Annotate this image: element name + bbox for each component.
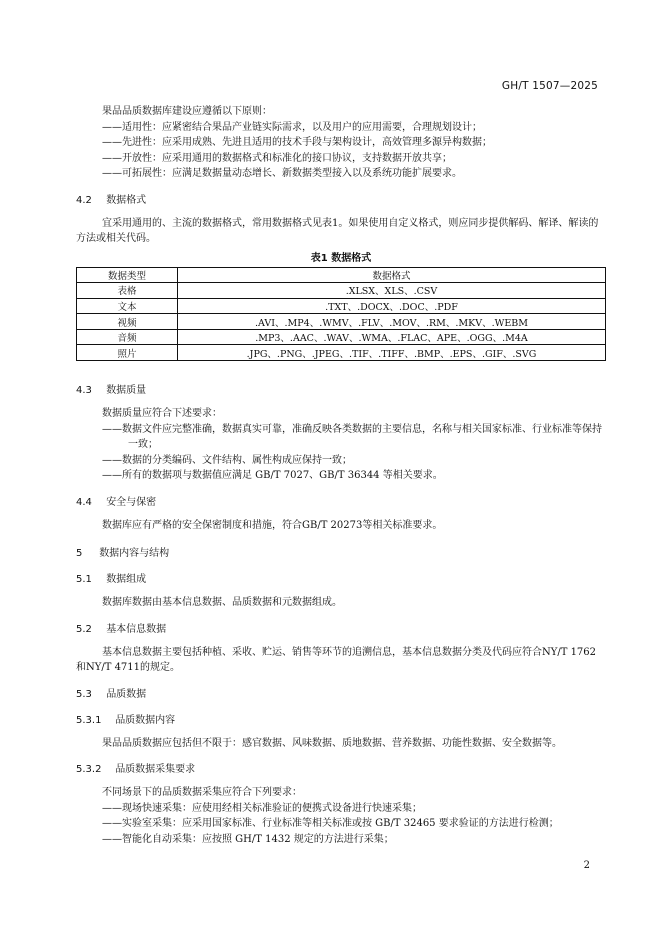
table-row xyxy=(77,314,606,330)
collection-item: ——智能化自动采集：应按照 GH/T 1432 规定的方法进行采集； xyxy=(102,833,394,845)
table-row xyxy=(77,283,606,299)
heading-5-3-2 xyxy=(76,762,606,777)
paragraph-4-2: 宜采用通用的、主流的数据格式，常用数据格式见表1。如果使用自定义格式，则应同步提供解码、解译、解读的方法或相关代码。 xyxy=(76,217,599,244)
heading-5-3 xyxy=(76,687,606,702)
cell-format: .AVI、.MP4、.WMV、.FLV、.MOV、.RM、.MKV、.WEBM xyxy=(178,314,606,330)
heading-number: 5.2 xyxy=(76,623,92,635)
paragraph-5-3-1: 果品品质数据应包括但不限于：感官数据、风味数据、质地数据、营养数据、功能性数据、安全数据等。 xyxy=(102,737,562,749)
cell-type: 表格 xyxy=(77,283,178,299)
table-row xyxy=(77,329,606,345)
heading-title: 数据组成 xyxy=(106,574,147,586)
collection-item: ——实验室采集：应采用国家标准、行业标准等相关标准或按 GB/T 32465 要求验证的方法进行检测； xyxy=(102,818,559,830)
column-header-type: 数据类型 xyxy=(77,267,178,283)
heading-number: 5.3.1 xyxy=(76,714,102,726)
heading-5 xyxy=(76,546,606,561)
standard-code: GH/T 1507—2025 xyxy=(501,80,598,92)
heading-number: 5.3 xyxy=(76,688,92,700)
cell-format: .XLSX、XLS、.CSV xyxy=(178,283,606,299)
table-title: 表1 数据格式 xyxy=(310,252,372,264)
cell-type: 照片 xyxy=(77,345,178,361)
heading-4-3 xyxy=(76,383,606,398)
heading-5-1 xyxy=(76,572,606,587)
page-content xyxy=(76,104,606,847)
heading-number: 5 xyxy=(76,548,83,560)
intro-item: ——适用性：应紧密结合果品产业链实际需求，以及用户的应用需要，合理规划设计； xyxy=(102,121,482,133)
quality-item: ——数据文件应完整准确，数据真实可靠，准确反映各类数据的主要信息，名称与相关国家标准、行业标准等保持一致； xyxy=(102,423,602,451)
heading-5-2 xyxy=(76,622,606,637)
intro-item: ——先进性：应采用成熟、先进且适用的技术手段与架构设计，高效管理多源异构数据； xyxy=(102,137,492,148)
collection-item: ——现场快速采集：应使用经相关标准验证的便携式设备进行快速采集； xyxy=(102,802,422,814)
heading-title: 安全与保密 xyxy=(106,496,157,508)
intro-item: ——可拓展性：应满足数据量动态增长、新数据类型接入以及系统功能扩展要求。 xyxy=(102,168,462,179)
data-format-table xyxy=(76,267,606,362)
heading-title: 数据内容与结构 xyxy=(99,548,170,560)
column-header-format: 数据格式 xyxy=(178,267,606,283)
cell-format: .TXT、.DOCX、.DOC、.PDF xyxy=(178,298,606,314)
heading-5-3-1 xyxy=(76,713,606,728)
heading-number: 5.1 xyxy=(76,574,92,586)
page-number: 2 xyxy=(583,860,590,871)
heading-title: 品质数据 xyxy=(106,688,147,700)
heading-title: 品质数据内容 xyxy=(115,714,176,726)
heading-title: 数据格式 xyxy=(106,194,147,206)
intro-lead: 果品品质数据库建设应遵循以下原则： xyxy=(102,106,272,117)
table-row xyxy=(77,298,606,314)
heading-title: 数据质量 xyxy=(106,385,147,397)
paragraph-4-4: 数据库应有严格的安全保密制度和措施，符合GB/T 20273等相关标准要求。 xyxy=(102,519,443,531)
heading-title: 基本信息数据 xyxy=(106,623,167,635)
heading-number: 4.3 xyxy=(76,385,92,397)
cell-type: 视频 xyxy=(77,314,178,330)
paragraph-5-1: 数据库数据由基本信息数据、品质数据和元数据组成。 xyxy=(102,597,342,609)
quality-item: ——数据的分类编码、文件结构、属性构成应保持一致； xyxy=(102,454,352,466)
heading-number: 4.2 xyxy=(76,194,92,206)
cell-type: 文本 xyxy=(77,298,178,314)
paragraph-5-2: 基本信息数据主要包括种植、采收、贮运、销售等环节的追溯信息，基本信息数据分类及代码应符合NY/T 1762和NY/T 4711的规定。 xyxy=(76,646,597,674)
cell-format: .JPG、.PNG、.JPEG、.TIF、.TIFF、.BMP、.EPS、.GIF、.SVG xyxy=(178,345,606,361)
quality-item: ——所有的数据项与数据值应满足 GB/T 7027、GB/T 36344 等相关要求。 xyxy=(102,470,443,482)
heading-4-4 xyxy=(76,495,606,510)
cell-type: 音频 xyxy=(77,329,178,345)
cell-format: .MP3、.AAC、.WAV、.WMA、.FLAC、APE、.OGG、.M4A xyxy=(178,329,606,345)
collection-lead: 不同场景下的品质数据采集应符合下列要求： xyxy=(102,787,302,799)
quality-lead: 数据质量应符合下述要求： xyxy=(102,408,222,420)
table-row xyxy=(77,345,606,361)
table-header-row xyxy=(77,267,606,283)
heading-number: 4.4 xyxy=(76,496,92,508)
heading-number: 5.3.2 xyxy=(76,764,102,776)
heading-title: 品质数据采集要求 xyxy=(115,764,196,776)
intro-item: ——开放性：应采用通用的数据格式和标准化的接口协议，支持数据开放共享； xyxy=(102,152,452,164)
heading-4-2 xyxy=(76,193,606,208)
